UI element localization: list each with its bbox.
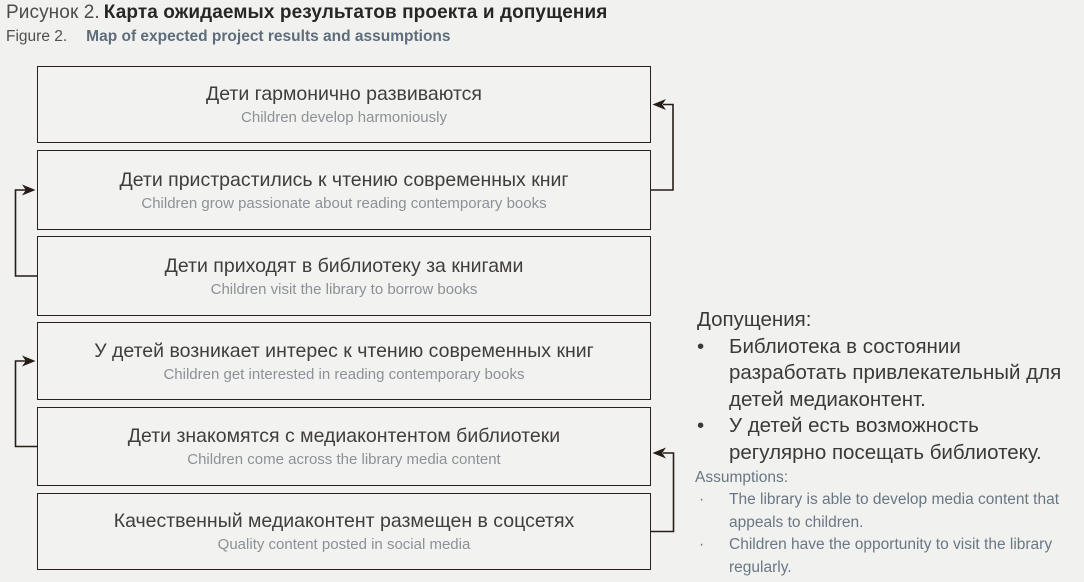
list-item (695, 413, 1080, 466)
result-box-2 (37, 150, 651, 230)
result-box-2-subtitle-en: Children grow passionate about reading contemporary books (141, 194, 547, 212)
connector-box2-to-box1 (651, 99, 673, 190)
result-box-1-title-ru: Дети гармонично развиваются (206, 83, 482, 105)
bullet-icon: • (697, 414, 705, 438)
result-box-4-title-ru: У детей возникает интерес к чтению современных книг (94, 339, 594, 362)
caption-line-en (6, 28, 607, 46)
result-box-1-subtitle-en: Children develop harmoniously (241, 109, 447, 126)
figure-caption (6, 2, 607, 46)
assumptions-list-ru (695, 334, 1080, 466)
assumptions-panel (695, 306, 1080, 579)
bullet-icon: • (697, 335, 705, 358)
assumption-en-2: Children have the opportunity to visit the library regularly. (729, 536, 1053, 576)
assumption-en-1: The library is able to develop media content that appeals to children. (729, 491, 1059, 531)
arrowhead-into-box5 (653, 448, 667, 459)
connector-box3-to-box2 (16, 185, 38, 277)
caption-en-title: Map of expected project results and assumptions (86, 28, 451, 45)
result-box-3 (37, 236, 651, 316)
result-box-6 (37, 493, 651, 570)
result-box-6-subtitle-en: Quality content posted in social media (217, 536, 471, 553)
result-box-4-subtitle-en: Children get interested in reading contemporary books (163, 365, 525, 383)
caption-ru-title: Карта ожидаемых результатов проекта и допущения (103, 2, 608, 23)
result-box-4 (37, 322, 651, 400)
result-box-2-title-ru: Дети пристрастились к чтению современных книг (119, 168, 569, 191)
assumption-ru-2: У детей есть возможность регулярно посещать библиотеку. (729, 414, 1042, 464)
result-box-5 (37, 407, 651, 486)
result-box-3-subtitle-en: Children visit the library to borrow books (210, 280, 478, 298)
caption-en-label: Figure 2. (6, 28, 68, 45)
connector-box6-to-box5 (651, 448, 674, 532)
result-box-5-subtitle-en: Children come across the library media content (187, 451, 501, 468)
arrowhead-into-box4 (22, 356, 36, 367)
arrowhead-into-box2 (22, 185, 36, 196)
assumptions-heading-ru: Допущения: (697, 308, 812, 331)
connector-box5-to-box4 (16, 356, 38, 447)
result-box-5-title-ru: Дети знакомятся с медиаконтентом библиотеки (127, 425, 561, 447)
list-item (695, 534, 1080, 579)
arrowhead-into-box1 (653, 99, 667, 110)
assumptions-list-en (695, 489, 1080, 579)
bullet-icon: · (699, 491, 705, 509)
caption-ru-label: Рисунок 2. (6, 2, 100, 23)
result-box-1 (37, 66, 651, 143)
assumption-ru-1: Библиотека в состоянии разработать привлекательный для детей медиаконтент. (729, 335, 1062, 411)
list-item (695, 489, 1080, 534)
bullet-icon: · (699, 536, 705, 554)
caption-line-ru (6, 2, 607, 24)
list-item (695, 334, 1080, 413)
result-box-6-title-ru: Качественный медиаконтент размещен в соцсетях (113, 510, 575, 532)
result-box-3-title-ru: Дети приходят в библиотеку за книгами (164, 254, 524, 277)
assumptions-heading-en: Assumptions: (695, 469, 789, 487)
